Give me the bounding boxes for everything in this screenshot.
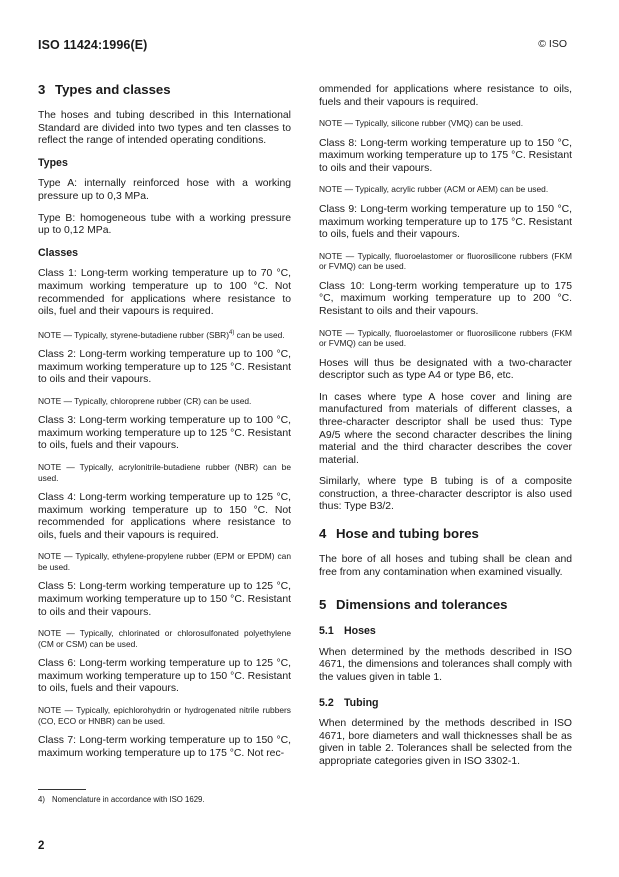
subsection-5-2-text: When determined by the methods described in ISO 4671, bore diameters and wall thicknesses shall be as given in table 2. Tolerances shall be selected from the appropriate categories given in ISO 3302-1. <box>319 718 572 767</box>
section-title: Hose and tubing bores <box>336 526 479 542</box>
section-number: 3 <box>38 82 46 97</box>
class-6-note: NOTE — Typically, epichlorohydrin or hydrogenated nitrile rubbers (CO, ECO or HNBR) can be used. <box>38 705 291 726</box>
subsection-number: 5.2 <box>319 696 334 709</box>
class-10-note: NOTE — Typically, fluoroelastomer or fluorosilicone rubbers (FKM or FVMQ) can be used. <box>319 327 572 349</box>
subsection-5-1-heading <box>319 625 572 638</box>
type-a-paragraph: Type A: internally reinforced hose with a working pressure up to 0,3 MPa. <box>38 178 291 202</box>
subsection-title: Tubing <box>344 696 379 709</box>
types-heading: Types <box>38 156 68 169</box>
section-title: Types and classes <box>55 82 171 97</box>
subsection-5-1-text: When determined by the methods described in ISO 4671, the dimensions and tolerances shall comply with the values given in table 1. <box>319 646 572 684</box>
footnote-reference: 4) <box>229 329 235 336</box>
class-3-note: NOTE — Typically, acrylonitrile-butadiene rubber (NBR) can be used. <box>38 462 291 483</box>
footnote <box>38 795 205 804</box>
class-2-paragraph: Class 2: Long-term working temperature up to 100 °C, maximum working temperature up to 125 °C. Resistant to oils and their vapours. <box>38 349 291 386</box>
class-6-paragraph: Class 6: Long-term working temperature up to 125 °C, maximum working temperature up to 150 °C. Resistant to oils, fuels and their vapours. <box>38 658 291 695</box>
class-7-paragraph-start: Class 7: Long-term working temperature up to 150 °C, maximum working temperature up to 175 °C. Not rec- <box>38 735 291 759</box>
footnote-divider <box>38 789 86 790</box>
document-id: ISO 11424:1996(E) <box>38 38 148 52</box>
subsection-title: Hoses <box>344 625 376 638</box>
class-5-note: NOTE — Typically, chlorinated or chlorosulfonated polyethylene (CM or CSM) can be used. <box>38 628 291 649</box>
page-number: 2 <box>38 840 45 852</box>
classes-heading: Classes <box>38 246 79 259</box>
class-4-note: NOTE — Typically, ethylene-propylene rubber (EPM or EPDM) can be used. <box>38 551 291 572</box>
type-b-paragraph: Type B: homogeneous tube with a working pressure up to 0,12 MPa. <box>38 212 291 237</box>
class-7-paragraph-end: ommended for applications where resistance to oils, fuels and their vapours is required. <box>319 84 572 108</box>
class-1-note <box>38 328 291 340</box>
three-character-descriptor-paragraph: In cases where type A hose cover and lining are manufactured from materials of different classes, a three-character descriptor shall be used thus: Type A9/5 where the second character describes the lining material and the third character describes the cover material. <box>319 391 572 466</box>
section-5-heading <box>319 597 572 613</box>
class-5-paragraph: Class 5: Long-term working temperature up to 125 °C, maximum working temperature up to 150 °C. Resistant to oils and their vapours. <box>38 581 291 618</box>
section-3-heading <box>38 82 291 98</box>
class-1-paragraph: Class 1: Long-term working temperature up to 70 °C, maximum working temperature up to 100 °C. Not recommended for applications where resistance to oils, fuel and their vapours is required. <box>38 268 291 318</box>
section-number: 5 <box>319 597 327 613</box>
class-4-paragraph: Class 4: Long-term working temperature up to 125 °C, maximum working temperature up to 150 °C. Not recommended for applications where resistance to oils, fuels and their vapours is required. <box>38 492 291 541</box>
section-4-text: The bore of all hoses and tubing shall be clean and free from any contamination when examined visually. <box>319 554 572 578</box>
right-column <box>319 84 572 778</box>
footnote-marker: 4) <box>38 795 45 804</box>
copyright-notice: © ISO <box>538 38 567 50</box>
left-column <box>38 82 291 769</box>
subsection-number: 5.1 <box>319 625 334 638</box>
note-text: can be used. <box>234 329 285 340</box>
class-3-paragraph: Class 3: Long-term working temperature up to 100 °C, maximum working temperature up to 125 °C. Resistant to oils, fuels and their vapours. <box>38 415 291 452</box>
section-title: Dimensions and tolerances <box>336 597 508 613</box>
class-7-note: NOTE — Typically, silicone rubber (VMQ) can be used. <box>319 118 524 129</box>
class-10-paragraph: Class 10: Long-term working temperature up to 175 °C, maximum working temperature up to 200 °C. Resistant to oils and their vapours. <box>319 280 572 317</box>
note-text: NOTE — Typically, styrene-butadiene rubber (SBR) <box>38 329 229 340</box>
class-2-note: NOTE — Typically, chloroprene rubber (CR) can be used. <box>38 395 252 406</box>
section-number: 4 <box>319 526 327 542</box>
class-8-paragraph: Class 8: Long-term working temperature up to 150 °C, maximum working temperature up to 175 °C. Resistant to oils and their vapours. <box>319 137 572 174</box>
class-8-note: NOTE — Typically, acrylic rubber (ACM or AEM) can be used. <box>319 184 549 195</box>
section-3-intro: The hoses and tubing described in this International Standard are divided into two types and ten classes to reflect the range of intended operating conditions. <box>38 110 291 147</box>
section-4-heading <box>319 526 572 542</box>
class-9-paragraph: Class 9: Long-term working temperature up to 150 °C, maximum working temperature up to 175 °C. Resistant to oils, fuels and their vapours. <box>319 203 572 241</box>
composite-paragraph: Similarly, where type B tubing is of a composite construction, a three-character descriptor is also used thus: Type B3/2. <box>319 476 572 513</box>
class-9-note: NOTE — Typically, fluoroelastomer or fluorosilicone rubbers (FKM or FVMQ) can be used. <box>319 250 572 272</box>
subsection-5-2-heading <box>319 697 572 710</box>
designation-paragraph: Hoses will thus be designated with a two-character descriptor such as type A4 or type B6, etc. <box>319 357 572 382</box>
footnote-text: Nomenclature in accordance with ISO 1629. <box>52 795 205 804</box>
